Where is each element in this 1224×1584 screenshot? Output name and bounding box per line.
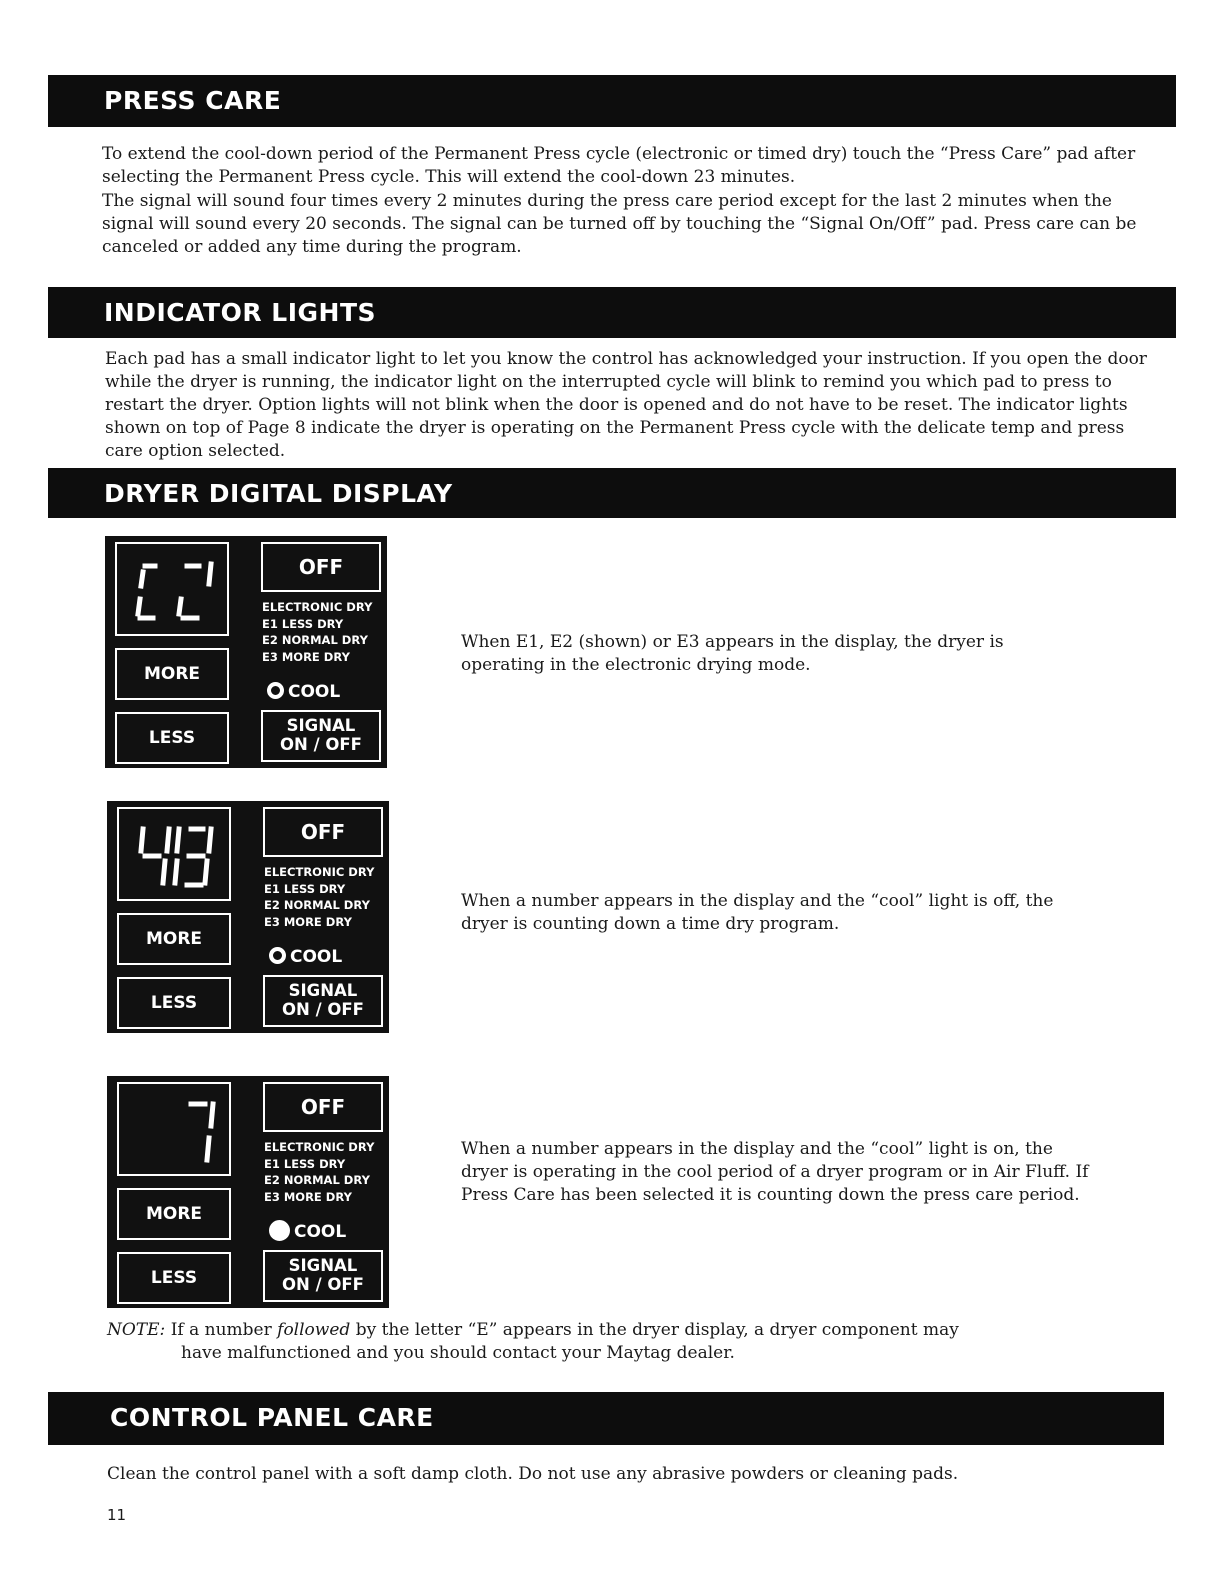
display-digits-e2 — [117, 544, 227, 634]
control-panel-example-2 — [107, 801, 389, 1033]
cool-label: COOL — [288, 682, 341, 702]
indicator-lights-paragraph: Each pad has a small indicator light to let you know the control has acknowledged your instruction. If you open the door while the dryer is running, the indicator light on the interrupted cycle will blink to remind you which pad to press to restart the dryer. Option lights will not blink when the door is opened and do not have to be reset. The indicator lights shown on top of Page 8 indicate the dryer is operating on the Permanent Press cycle with the delicate temp and press care option selected. — [105, 349, 1147, 461]
less-button[interactable]: LESS — [117, 977, 231, 1029]
cool-light-off-icon — [267, 682, 284, 699]
section-header-dryer-digital-display: DRYER DIGITAL DISPLAY — [48, 468, 1176, 518]
control-panel-example-1 — [105, 536, 387, 768]
control-panel-care-paragraph: Clean the control panel with a soft damp cloth. Do not use any abrasive powders or cleaning pads. — [107, 1464, 959, 1484]
signal-label-line2: ON / OFF — [282, 999, 364, 1019]
page-number: 11 — [107, 1506, 127, 1524]
signal-label-line1: SIGNAL — [286, 716, 356, 735]
mode-e1: E1 LESS DRY — [262, 616, 344, 631]
display-example-2-description: When a number appears in the display and the “cool” light is off, the dryer is counting down a time dry program. — [461, 891, 1054, 934]
malfunction-note — [107, 1319, 959, 1365]
mode-e3: E3 MORE DRY — [262, 649, 350, 664]
off-button[interactable]: OFF — [263, 1082, 383, 1132]
signal-label-line2: ON / OFF — [280, 734, 362, 754]
more-button[interactable]: MORE — [117, 1188, 231, 1240]
signal-label-line1: SIGNAL — [288, 1256, 358, 1275]
more-button[interactable]: MORE — [115, 648, 229, 700]
digital-display — [115, 542, 229, 636]
cool-label: COOL — [294, 1222, 347, 1242]
cool-indicator — [269, 945, 342, 969]
less-button[interactable]: LESS — [115, 712, 229, 764]
cool-indicator — [269, 1220, 346, 1244]
electronic-dry-legend — [262, 599, 386, 665]
signal-on-off-button[interactable] — [263, 1250, 383, 1302]
note-line-2: have malfunctioned and you should contact your Maytag dealer. — [181, 1343, 735, 1363]
note-emphasis: followed — [277, 1320, 351, 1340]
note-text-after: by the letter “E” appears in the dryer display, a dryer component may — [350, 1320, 959, 1340]
display-digits-7 — [119, 1084, 229, 1174]
cool-light-off-icon — [269, 947, 286, 964]
signal-on-off-button[interactable] — [261, 710, 381, 762]
display-example-1-description: When E1, E2 (shown) or E3 appears in the display, the dryer is operating in the electronic drying mode. — [461, 632, 1004, 675]
off-button[interactable]: OFF — [261, 542, 381, 592]
note-label: NOTE: — [107, 1320, 166, 1340]
electronic-dry-legend — [264, 1139, 388, 1205]
press-care-paragraph-2: The signal will sound four times every 2 minutes during the press care period except for the last 2 minutes when the signal will sound every 20 seconds. The signal can be turned off by touching the “Signal On/Off” pad. Press care can be canceled or added any time during the program. — [102, 191, 1137, 257]
mode-e1: E1 LESS DRY — [264, 1156, 346, 1171]
signal-on-off-button[interactable] — [263, 975, 383, 1027]
cool-label: COOL — [290, 947, 343, 967]
mode-heading: ELECTRONIC DRY — [262, 600, 373, 614]
control-panel-example-3 — [107, 1076, 389, 1308]
mode-e1: E1 LESS DRY — [264, 881, 346, 896]
mode-e3: E3 MORE DRY — [264, 1189, 352, 1204]
section-header-indicator-lights: INDICATOR LIGHTS — [48, 287, 1176, 338]
cool-light-on-icon — [269, 1220, 290, 1241]
note-text-before: If a number — [165, 1320, 278, 1340]
digital-display — [117, 1082, 231, 1176]
mode-e2: E2 NORMAL DRY — [264, 1173, 370, 1187]
mode-e2: E2 NORMAL DRY — [264, 898, 370, 912]
signal-label-line1: SIGNAL — [288, 981, 358, 1000]
display-digits-43 — [119, 809, 229, 899]
more-button[interactable]: MORE — [117, 913, 231, 965]
mode-heading: ELECTRONIC DRY — [264, 1140, 375, 1154]
press-care-paragraph-1: To extend the cool-down period of the Permanent Press cycle (electronic or timed dry) touch the “Press Care” pad after selecting the Permanent Press cycle. This will extend the cool-down 23 minutes. — [102, 144, 1136, 187]
mode-e3: E3 MORE DRY — [264, 914, 352, 929]
section-header-control-panel-care: CONTROL PANEL CARE — [48, 1392, 1164, 1445]
less-button[interactable]: LESS — [117, 1252, 231, 1304]
digital-display — [117, 807, 231, 901]
display-example-3-description: When a number appears in the display and the “cool” light is on, the dryer is operating in the cool period of a dryer program or in Air Fluff. If Press Care has been selected it is counting down the press care period. — [461, 1139, 1089, 1205]
mode-heading: ELECTRONIC DRY — [264, 865, 375, 879]
off-button[interactable]: OFF — [263, 807, 383, 857]
electronic-dry-legend — [264, 864, 388, 930]
cool-indicator — [267, 680, 340, 704]
mode-e2: E2 NORMAL DRY — [262, 633, 368, 647]
section-header-press-care: PRESS CARE — [48, 75, 1176, 127]
signal-label-line2: ON / OFF — [282, 1274, 364, 1294]
